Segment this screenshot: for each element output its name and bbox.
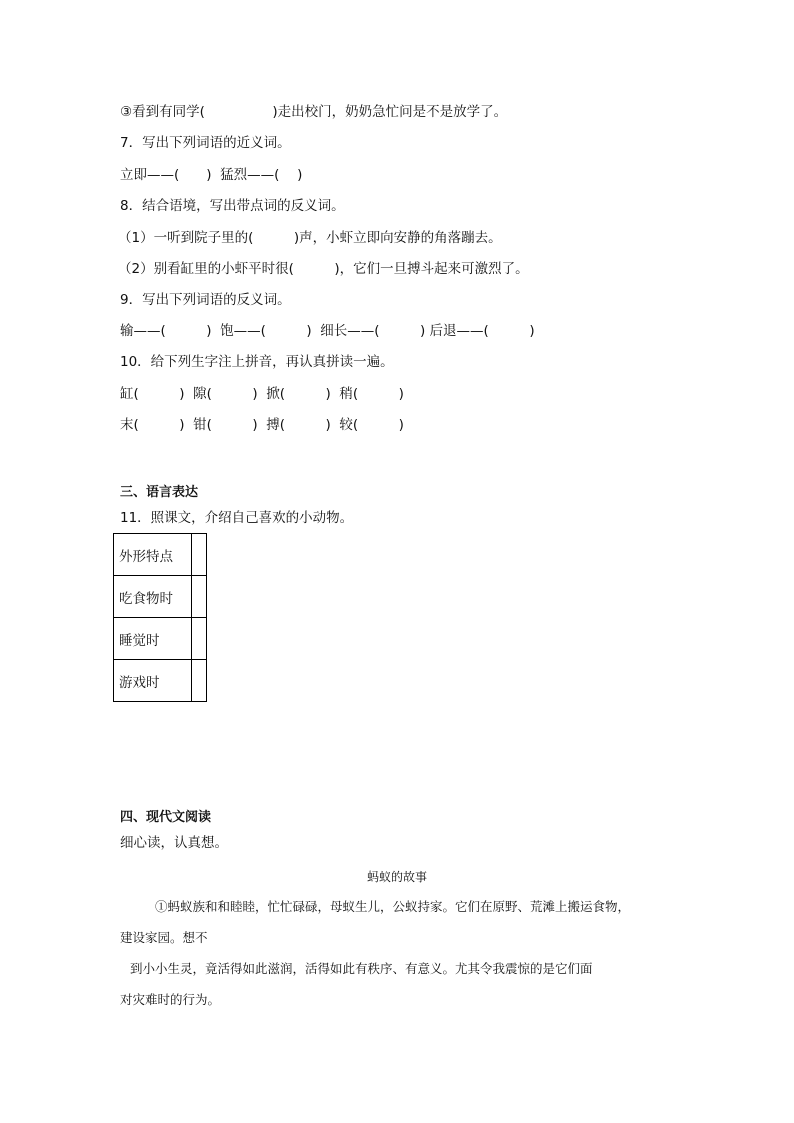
answer-cell[interactable] [192,660,207,702]
section-3-heading: 三、语言表达 [120,485,199,500]
question-8-item-1: （1）一听到院子里的( )声，小虾立即向安静的角落蹦去。 [118,230,502,246]
question-8-item-2: （2）别看缸里的小虾平时很( )，它们一旦搏斗起来可激烈了。 [118,261,529,277]
question-6-item-3: ③看到有同学( )走出校门，奶奶急忙问是不是放学了。 [120,104,508,120]
passage-paragraph-line: 到小小生灵，竟活得如此滋润，活得如此有秩序、有意义。尤其令我震惊的是它们面 [130,961,593,976]
question-9-items: 输——( ) 饱——( ) 细长——( ) 后退——( ) [120,323,535,339]
passage-title: 蚂蚁的故事 [366,870,427,884]
answer-cell[interactable] [192,576,207,618]
table-label: 外形特点 [114,534,192,576]
table-row [114,660,207,702]
section-4-heading: 四、现代文阅读 [120,810,212,825]
passage-paragraph-line: 对灾难时的行为。 [120,992,221,1007]
answer-cell[interactable] [192,618,207,660]
table-row [114,534,207,576]
table-label: 睡觉时 [114,618,192,660]
table-row [114,576,207,618]
table-label: 吃食物时 [114,576,192,618]
question-11-prompt: 11．照课文，介绍自己喜欢的小动物。 [120,510,354,526]
question-10-prompt: 10．给下列生字注上拼音，再认真拼读一遍。 [120,354,394,370]
table-label: 游戏时 [114,660,192,702]
question-8-prompt: 8．结合语境，写出带点词的反义词。 [120,198,345,214]
reading-instruction: 细心读，认真想。 [120,835,228,851]
question-10-row-1: 缸( ) 隙( ) 掀( ) 稍( ) [120,386,404,402]
passage-paragraph-line: 建设家园。想不 [120,930,208,945]
question-7-items: 立即——( ) 猛烈——( ) [120,167,303,183]
question-10-row-2: 末( ) 钳( ) 搏( ) 较( ) [120,417,404,433]
question-7-prompt: 7．写出下列词语的近义词。 [120,135,291,151]
question-9-prompt: 9．写出下列词语的反义词。 [120,292,291,308]
passage-paragraph-line: ①蚂蚁族和和睦睦，忙忙碌碌，母蚁生儿，公蚁持家。它们在原野、荒滩上搬运食物， [155,899,631,914]
animal-description-table [113,533,207,702]
answer-cell[interactable] [192,534,207,576]
table-row [114,618,207,660]
